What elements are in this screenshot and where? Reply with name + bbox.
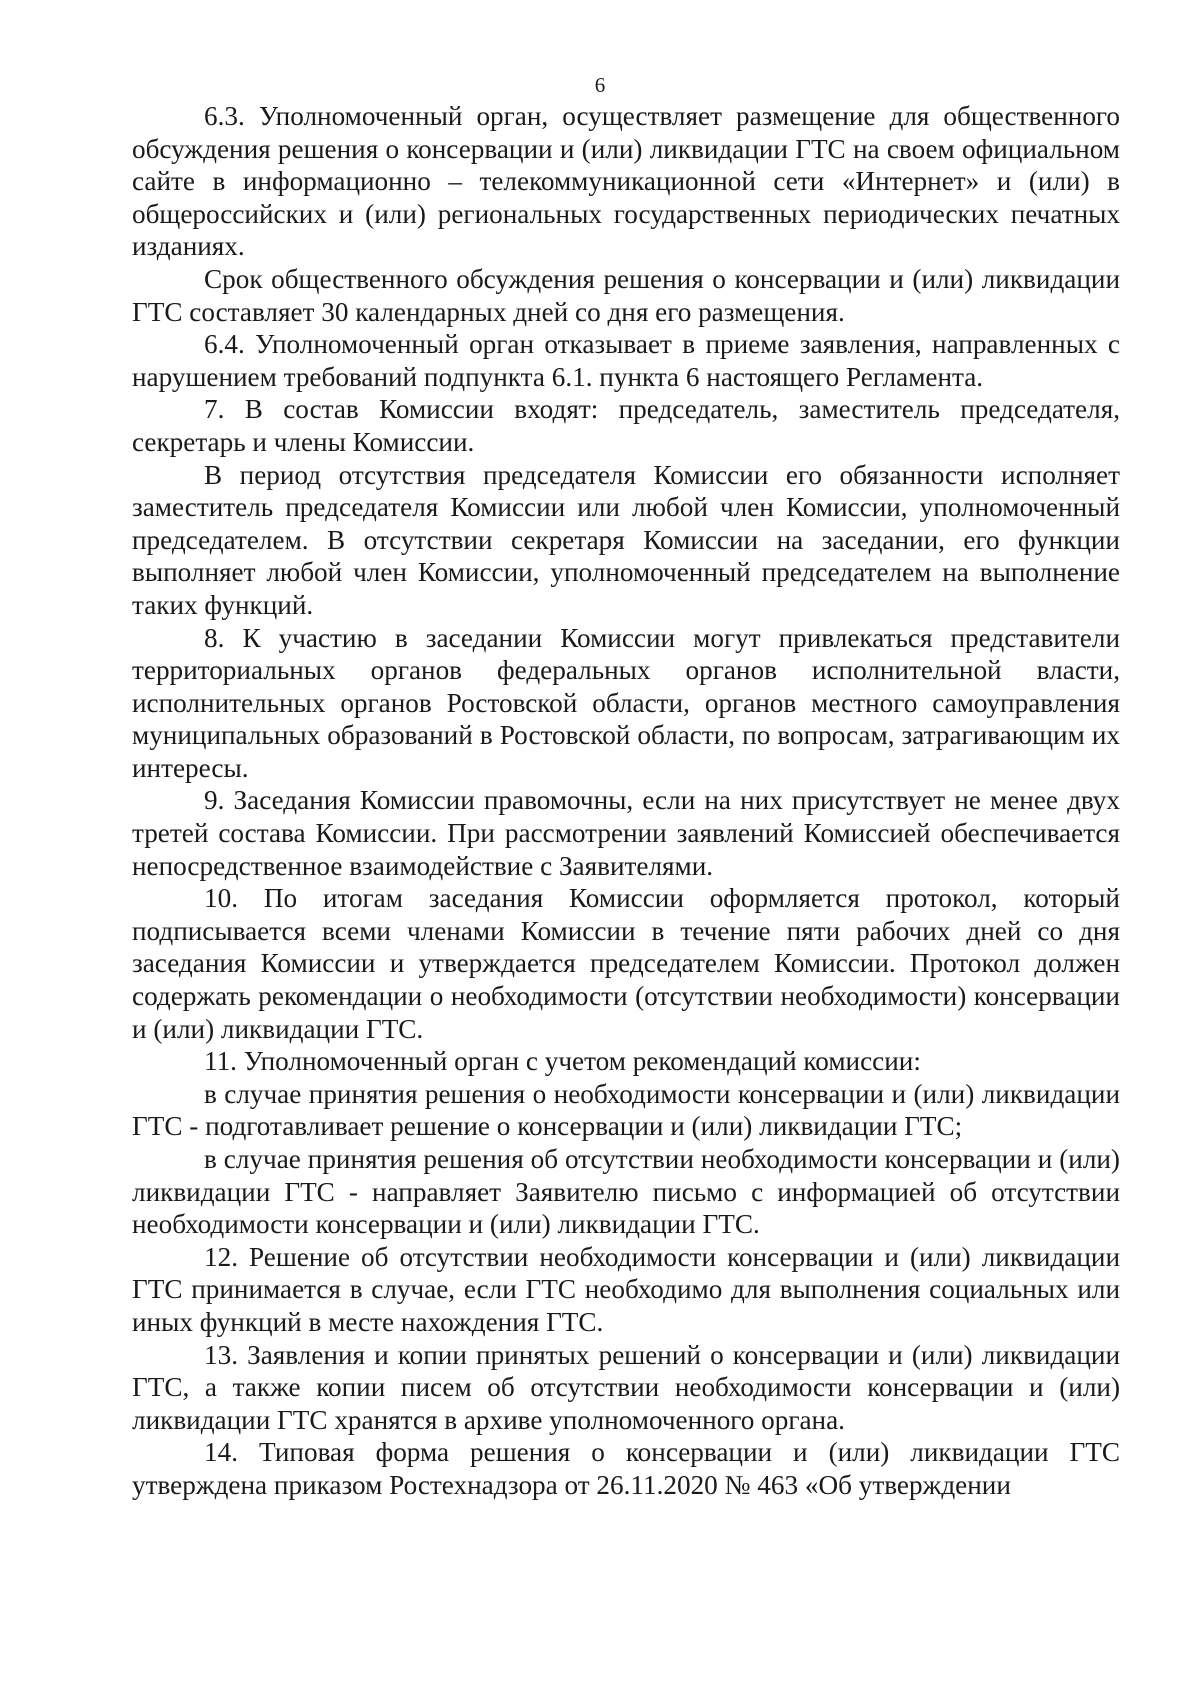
paragraph-6-4: 6.4. Уполномоченный орган отказывает в приеме заявления, направленных с нарушением требований подпункта 6.1. пункта 6 настоящего Регламента. [132, 329, 1120, 392]
paragraph-11-case-necessity: в случае принятия решения о необходимости консервации и (или) ликвидации ГТС - подготавливает решение о консервации и (или) ликвидации ГТС; [132, 1078, 1120, 1142]
paragraph-10: 10. По итогам заседания Комиссии оформляется протокол, который подписывается всеми членами Комиссии в течение пяти рабочих дней со дня заседания Комиссии и утверждается председателем Комиссии. Протокол должен содержать рекомендации о необходимости (отсутствии необходимости) консервации и (или) ликвидации ГТС. [132, 883, 1120, 1044]
paragraph-7: 7. В состав Комиссии входят: председатель, заместитель председателя, секретарь и члены Комиссии. [132, 394, 1120, 457]
paragraph-13: 13. Заявления и копии принятых решений о консервации и (или) ликвидации ГТС, а также копии писем об отсутствии необходимости консервации и (или) ликвидации ГТС хранятся в архиве уполномоченного органа. [132, 1339, 1120, 1435]
paragraph-chairman-absence: В период отсутствия председателя Комиссии его обязанности исполняет заместитель председателя Комиссии или любой член Комиссии, уполномоченный председателем. В отсутствии секретаря Комиссии на заседании, его функции выполняет любой член Комиссии, уполномоченный председателем на выполнение таких функций. [132, 459, 1120, 620]
paragraph-14: 14. Типовая форма решения о консервации и (или) ликвидации ГТС утверждена приказом Ростехнадзора от 26.11.2020 № 463 «Об утверждении [132, 1437, 1120, 1500]
document-body [132, 100, 1120, 1502]
paragraph-discussion-term: Срок общественного обсуждения решения о консервации и (или) ликвидации ГТС составляет 30 календарных дней со дня его размещения. [132, 263, 1120, 327]
paragraph-11: 11. Уполномоченный орган с учетом рекомендаций комиссии: [204, 1046, 921, 1077]
paragraph-9: 9. Заседания Комиссии правомочны, если на них присутствует не менее двух третей состава Комиссии. При рассмотрении заявлений Комиссией обеспечивается непосредственное взаимодействие с Заявителями. [132, 785, 1120, 881]
paragraph-11-case-no-necessity: в случае принятия решения об отсутствии необходимости консервации и (или) ликвидации ГТС - направляет Заявителю письмо с информацией об отсутствии необходимости консервации и (или) ликвидации ГТС. [132, 1144, 1120, 1240]
page-number: 6 [594, 73, 606, 97]
paragraph-6-3: 6.3. Уполномоченный орган, осуществляет размещение для общественного обсуждения решения о консервации и (или) ликвидации ГТС на своем официальном сайте в информационно – телекоммуникационной сети «Интернет» и (или) в общероссийских и (или) региональных государственных периодических печатных изданиях. [132, 101, 1120, 262]
paragraph-8: 8. К участию в заседании Комиссии могут привлекаться представители территориальных органов федеральных органов исполнительной власти, исполнительных органов Ростовской области, органов местного самоуправления муниципальных образований в Ростовской области, по вопросам, затрагивающим их интересы. [132, 622, 1120, 783]
paragraph-12: 12. Решение об отсутствии необходимости консервации и (или) ликвидации ГТС принимается в случае, если ГТС необходимо для выполнения социальных или иных функций в месте нахождения ГТС. [132, 1241, 1120, 1337]
